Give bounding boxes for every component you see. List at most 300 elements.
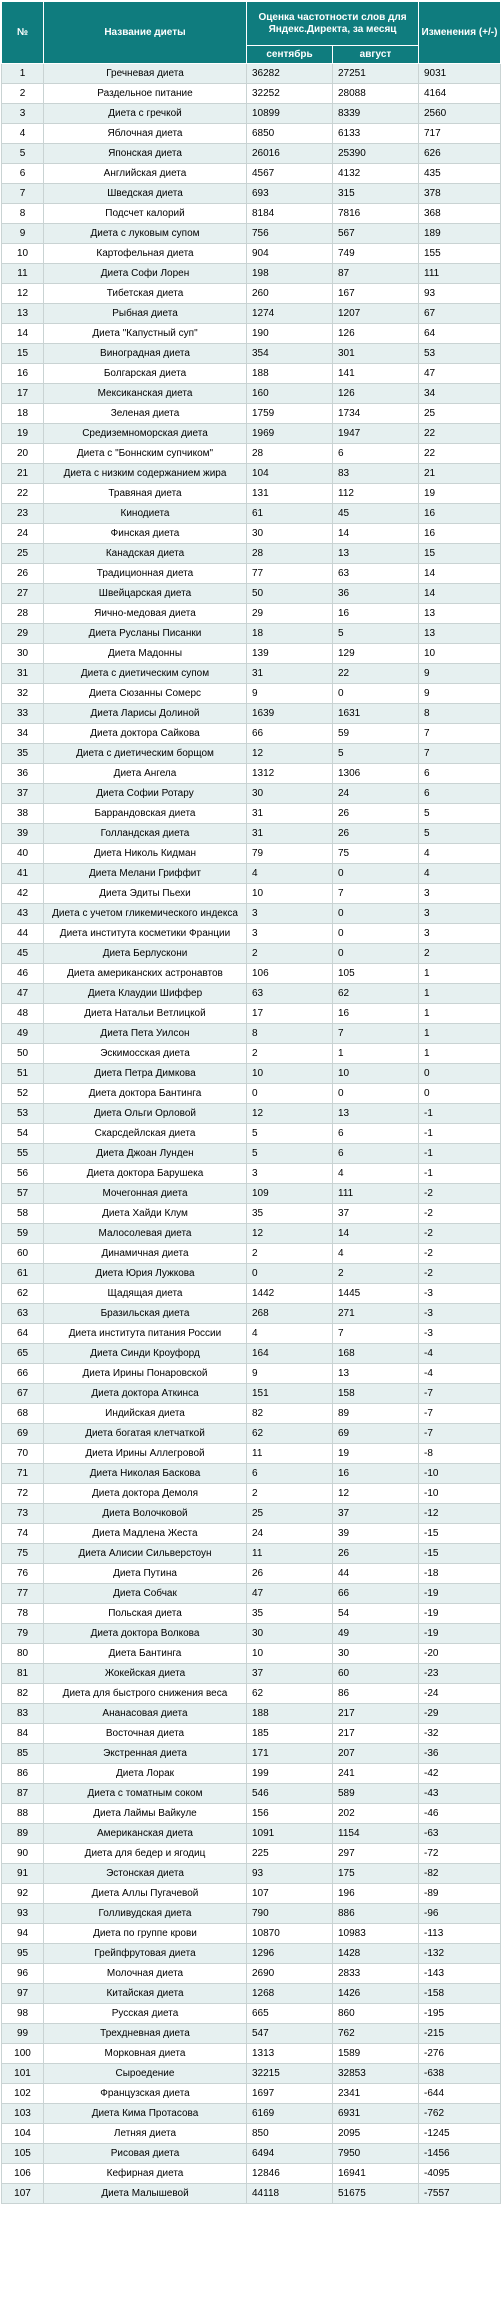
frequency-change: 368 bbox=[419, 204, 501, 224]
august-frequency: 1631 bbox=[333, 704, 419, 724]
row-number: 33 bbox=[2, 704, 44, 724]
row-number: 12 bbox=[2, 284, 44, 304]
diet-name: Русская диета bbox=[44, 2004, 247, 2024]
row-number: 105 bbox=[2, 2144, 44, 2164]
frequency-change: -4 bbox=[419, 1344, 501, 1364]
row-number: 14 bbox=[2, 324, 44, 344]
row-number: 67 bbox=[2, 1384, 44, 1404]
august-frequency: 105 bbox=[333, 964, 419, 984]
august-frequency: 26 bbox=[333, 804, 419, 824]
september-frequency: 24 bbox=[247, 1524, 333, 1544]
table-row bbox=[2, 844, 501, 864]
table-row bbox=[2, 424, 501, 444]
september-frequency: 693 bbox=[247, 184, 333, 204]
table-row bbox=[2, 1644, 501, 1664]
table-row bbox=[2, 544, 501, 564]
august-frequency: 62 bbox=[333, 984, 419, 1004]
august-frequency: 36 bbox=[333, 584, 419, 604]
diet-name: Диета Путина bbox=[44, 1564, 247, 1584]
row-number: 97 bbox=[2, 1984, 44, 2004]
august-frequency: 2833 bbox=[333, 1964, 419, 1984]
september-frequency: 4567 bbox=[247, 164, 333, 184]
september-frequency: 50 bbox=[247, 584, 333, 604]
september-frequency: 3 bbox=[247, 904, 333, 924]
table-row bbox=[2, 1004, 501, 1024]
august-frequency: 217 bbox=[333, 1724, 419, 1744]
table-row bbox=[2, 324, 501, 344]
frequency-change: -19 bbox=[419, 1604, 501, 1624]
august-frequency: 22 bbox=[333, 664, 419, 684]
row-number: 57 bbox=[2, 1184, 44, 1204]
september-frequency: 4 bbox=[247, 1324, 333, 1344]
frequency-change: 4 bbox=[419, 844, 501, 864]
frequency-change: 9 bbox=[419, 664, 501, 684]
frequency-change: -113 bbox=[419, 1924, 501, 1944]
row-number: 1 bbox=[2, 64, 44, 84]
table-row bbox=[2, 504, 501, 524]
table-row bbox=[2, 444, 501, 464]
diet-name: Баррандовская диета bbox=[44, 804, 247, 824]
frequency-change: 1 bbox=[419, 984, 501, 1004]
august-frequency: 19 bbox=[333, 1444, 419, 1464]
frequency-change: -96 bbox=[419, 1904, 501, 1924]
september-frequency: 904 bbox=[247, 244, 333, 264]
table-row bbox=[2, 884, 501, 904]
diet-name: Американская диета bbox=[44, 1824, 247, 1844]
august-frequency: 1207 bbox=[333, 304, 419, 324]
diet-name: Диета Николь Кидман bbox=[44, 844, 247, 864]
frequency-change: 53 bbox=[419, 344, 501, 364]
row-number: 76 bbox=[2, 1564, 44, 1584]
diet-name: Канадская диета bbox=[44, 544, 247, 564]
frequency-change: 5 bbox=[419, 804, 501, 824]
row-number: 10 bbox=[2, 244, 44, 264]
table-body bbox=[2, 64, 501, 2204]
august-frequency: 5 bbox=[333, 624, 419, 644]
row-number: 48 bbox=[2, 1004, 44, 1024]
frequency-change: -12 bbox=[419, 1504, 501, 1524]
september-frequency: 1296 bbox=[247, 1944, 333, 1964]
september-frequency: 139 bbox=[247, 644, 333, 664]
diet-name: Диета доктора Волкова bbox=[44, 1624, 247, 1644]
august-frequency: 141 bbox=[333, 364, 419, 384]
table-row bbox=[2, 1484, 501, 1504]
september-frequency: 5 bbox=[247, 1144, 333, 1164]
frequency-change: -7 bbox=[419, 1424, 501, 1444]
september-frequency: 5 bbox=[247, 1124, 333, 1144]
row-number: 22 bbox=[2, 484, 44, 504]
september-frequency: 131 bbox=[247, 484, 333, 504]
september-frequency: 199 bbox=[247, 1764, 333, 1784]
row-number: 64 bbox=[2, 1324, 44, 1344]
september-frequency: 37 bbox=[247, 1664, 333, 1684]
table-row bbox=[2, 1704, 501, 1724]
diet-name: Диета с "Боннским супчиком" bbox=[44, 444, 247, 464]
row-number: 104 bbox=[2, 2124, 44, 2144]
august-frequency: 7 bbox=[333, 1324, 419, 1344]
diet-table-container bbox=[1, 1, 500, 2204]
august-frequency: 1734 bbox=[333, 404, 419, 424]
row-number: 23 bbox=[2, 504, 44, 524]
table-row bbox=[2, 344, 501, 364]
august-frequency: 112 bbox=[333, 484, 419, 504]
diet-name: Диета Лаймы Вайкуле bbox=[44, 1804, 247, 1824]
september-frequency: 93 bbox=[247, 1864, 333, 1884]
frequency-change: -1 bbox=[419, 1164, 501, 1184]
frequency-change: -82 bbox=[419, 1864, 501, 1884]
row-number: 7 bbox=[2, 184, 44, 204]
table-row bbox=[2, 804, 501, 824]
table-row bbox=[2, 704, 501, 724]
diet-name: Японская диета bbox=[44, 144, 247, 164]
diet-name: Малосолевая диета bbox=[44, 1224, 247, 1244]
september-frequency: 268 bbox=[247, 1304, 333, 1324]
august-frequency: 14 bbox=[333, 524, 419, 544]
row-number: 40 bbox=[2, 844, 44, 864]
frequency-change: -72 bbox=[419, 1844, 501, 1864]
row-number: 78 bbox=[2, 1604, 44, 1624]
table-row bbox=[2, 1024, 501, 1044]
row-number: 70 bbox=[2, 1444, 44, 1464]
diet-name: Диета с учетом гликемического индекса bbox=[44, 904, 247, 924]
august-frequency: 315 bbox=[333, 184, 419, 204]
diet-name: Диета Пета Уилсон bbox=[44, 1024, 247, 1044]
frequency-change: 9031 bbox=[419, 64, 501, 84]
august-frequency: 0 bbox=[333, 684, 419, 704]
table-row bbox=[2, 744, 501, 764]
row-number: 103 bbox=[2, 2104, 44, 2124]
frequency-change: -1245 bbox=[419, 2124, 501, 2144]
frequency-change: -89 bbox=[419, 1884, 501, 1904]
frequency-change: -8 bbox=[419, 1444, 501, 1464]
september-frequency: 82 bbox=[247, 1404, 333, 1424]
row-number: 65 bbox=[2, 1344, 44, 1364]
row-number: 90 bbox=[2, 1844, 44, 1864]
diet-name: Динамичная диета bbox=[44, 1244, 247, 1264]
august-frequency: 6 bbox=[333, 444, 419, 464]
diet-name: Виноградная диета bbox=[44, 344, 247, 364]
row-number: 52 bbox=[2, 1084, 44, 1104]
row-number: 51 bbox=[2, 1064, 44, 1084]
diet-name: Диета для быстрого снижения веса bbox=[44, 1684, 247, 1704]
table-row bbox=[2, 2144, 501, 2164]
september-frequency: 850 bbox=[247, 2124, 333, 2144]
row-number: 88 bbox=[2, 1804, 44, 1824]
diet-name: Диета Мелани Гриффит bbox=[44, 864, 247, 884]
diet-name: Диета по группе крови bbox=[44, 1924, 247, 1944]
august-frequency: 16 bbox=[333, 1464, 419, 1484]
row-number: 55 bbox=[2, 1144, 44, 1164]
row-number: 32 bbox=[2, 684, 44, 704]
diet-name: Диета института питания России bbox=[44, 1324, 247, 1344]
september-frequency: 185 bbox=[247, 1724, 333, 1744]
diet-name: Диета Эдиты Пьехи bbox=[44, 884, 247, 904]
row-number: 16 bbox=[2, 364, 44, 384]
september-frequency: 32252 bbox=[247, 84, 333, 104]
table-row bbox=[2, 1104, 501, 1124]
september-frequency: 107 bbox=[247, 1884, 333, 1904]
frequency-change: -1456 bbox=[419, 2144, 501, 2164]
table-row bbox=[2, 1064, 501, 1084]
table-row bbox=[2, 764, 501, 784]
frequency-change: 19 bbox=[419, 484, 501, 504]
diet-name: Диета доктора Аткинса bbox=[44, 1384, 247, 1404]
diet-name: Диета с гречкой bbox=[44, 104, 247, 124]
diet-name: Диета Кима Протасова bbox=[44, 2104, 247, 2124]
frequency-change: -132 bbox=[419, 1944, 501, 1964]
frequency-change: 1 bbox=[419, 1044, 501, 1064]
september-frequency: 188 bbox=[247, 364, 333, 384]
table-row bbox=[2, 824, 501, 844]
august-frequency: 26 bbox=[333, 1544, 419, 1564]
september-frequency: 17 bbox=[247, 1004, 333, 1024]
august-frequency: 1947 bbox=[333, 424, 419, 444]
table-row bbox=[2, 1784, 501, 1804]
diet-name: Рисовая диета bbox=[44, 2144, 247, 2164]
diet-name: Восточная диета bbox=[44, 1724, 247, 1744]
row-number: 58 bbox=[2, 1204, 44, 1224]
diet-name: Диета Собчак bbox=[44, 1584, 247, 1604]
august-frequency: 75 bbox=[333, 844, 419, 864]
september-frequency: 1091 bbox=[247, 1824, 333, 1844]
diet-name: Диета Лорак bbox=[44, 1764, 247, 1784]
september-frequency: 36282 bbox=[247, 64, 333, 84]
frequency-change: 3 bbox=[419, 884, 501, 904]
table-row bbox=[2, 604, 501, 624]
table-row bbox=[2, 1964, 501, 1984]
diet-name: Жокейская диета bbox=[44, 1664, 247, 1684]
frequency-change: 6 bbox=[419, 784, 501, 804]
diet-name: Диета Аллы Пугачевой bbox=[44, 1884, 247, 1904]
august-frequency: 26 bbox=[333, 824, 419, 844]
august-frequency: 13 bbox=[333, 1104, 419, 1124]
table-row bbox=[2, 204, 501, 224]
frequency-change: 111 bbox=[419, 264, 501, 284]
table-row bbox=[2, 2184, 501, 2204]
diet-name: Кинодиета bbox=[44, 504, 247, 524]
september-frequency: 260 bbox=[247, 284, 333, 304]
row-number: 96 bbox=[2, 1964, 44, 1984]
september-frequency: 171 bbox=[247, 1744, 333, 1764]
row-number: 98 bbox=[2, 2004, 44, 2024]
frequency-change: -638 bbox=[419, 2064, 501, 2084]
row-number: 27 bbox=[2, 584, 44, 604]
august-frequency: 66 bbox=[333, 1584, 419, 1604]
frequency-change: 1 bbox=[419, 964, 501, 984]
row-number: 61 bbox=[2, 1264, 44, 1284]
table-row bbox=[2, 784, 501, 804]
table-row bbox=[2, 1184, 501, 1204]
september-frequency: 47 bbox=[247, 1584, 333, 1604]
diet-name: Грейпфрутовая диета bbox=[44, 1944, 247, 1964]
row-number: 19 bbox=[2, 424, 44, 444]
august-frequency: 2341 bbox=[333, 2084, 419, 2104]
frequency-change: -195 bbox=[419, 2004, 501, 2024]
september-frequency: 10 bbox=[247, 1064, 333, 1084]
september-frequency: 35 bbox=[247, 1604, 333, 1624]
diet-name: Диета Ангела bbox=[44, 764, 247, 784]
table-row bbox=[2, 864, 501, 884]
header-september: сентябрь bbox=[247, 46, 333, 64]
diet-name: Тибетская диета bbox=[44, 284, 247, 304]
row-number: 36 bbox=[2, 764, 44, 784]
table-row bbox=[2, 1764, 501, 1784]
row-number: 69 bbox=[2, 1424, 44, 1444]
table-row bbox=[2, 384, 501, 404]
september-frequency: 2 bbox=[247, 1244, 333, 1264]
frequency-change: 10 bbox=[419, 644, 501, 664]
diet-name: Диета Синди Кроуфорд bbox=[44, 1344, 247, 1364]
table-row bbox=[2, 664, 501, 684]
september-frequency: 4 bbox=[247, 864, 333, 884]
august-frequency: 60 bbox=[333, 1664, 419, 1684]
august-frequency: 32853 bbox=[333, 2064, 419, 2084]
row-number: 89 bbox=[2, 1824, 44, 1844]
table-row bbox=[2, 1924, 501, 1944]
frequency-change: -2 bbox=[419, 1224, 501, 1244]
table-row bbox=[2, 1844, 501, 1864]
table-row bbox=[2, 964, 501, 984]
table-row bbox=[2, 984, 501, 1004]
frequency-change: -3 bbox=[419, 1304, 501, 1324]
diet-name: Подсчет калорий bbox=[44, 204, 247, 224]
august-frequency: 86 bbox=[333, 1684, 419, 1704]
september-frequency: 1313 bbox=[247, 2044, 333, 2064]
september-frequency: 1274 bbox=[247, 304, 333, 324]
frequency-change: 25 bbox=[419, 404, 501, 424]
frequency-change: -3 bbox=[419, 1324, 501, 1344]
august-frequency: 7 bbox=[333, 884, 419, 904]
september-frequency: 12 bbox=[247, 744, 333, 764]
row-number: 83 bbox=[2, 1704, 44, 1724]
september-frequency: 26016 bbox=[247, 144, 333, 164]
august-frequency: 749 bbox=[333, 244, 419, 264]
row-number: 91 bbox=[2, 1864, 44, 1884]
frequency-change: -4095 bbox=[419, 2164, 501, 2184]
table-row bbox=[2, 1284, 501, 1304]
table-row bbox=[2, 1864, 501, 1884]
table-row bbox=[2, 1524, 501, 1544]
table-row bbox=[2, 1224, 501, 1244]
row-number: 31 bbox=[2, 664, 44, 684]
frequency-change: -1 bbox=[419, 1104, 501, 1124]
row-number: 74 bbox=[2, 1524, 44, 1544]
frequency-change: -18 bbox=[419, 1564, 501, 1584]
diet-name: Индийская диета bbox=[44, 1404, 247, 1424]
august-frequency: 271 bbox=[333, 1304, 419, 1324]
september-frequency: 10870 bbox=[247, 1924, 333, 1944]
frequency-change: 9 bbox=[419, 684, 501, 704]
diet-name: Болгарская диета bbox=[44, 364, 247, 384]
table-row bbox=[2, 404, 501, 424]
august-frequency: 217 bbox=[333, 1704, 419, 1724]
frequency-change: -20 bbox=[419, 1644, 501, 1664]
august-frequency: 1 bbox=[333, 1044, 419, 1064]
diet-name: Сыроедение bbox=[44, 2064, 247, 2084]
table-row bbox=[2, 2164, 501, 2184]
august-frequency: 1589 bbox=[333, 2044, 419, 2064]
row-number: 72 bbox=[2, 1484, 44, 1504]
frequency-change: -1 bbox=[419, 1124, 501, 1144]
diet-name: Английская диета bbox=[44, 164, 247, 184]
september-frequency: 790 bbox=[247, 1904, 333, 1924]
table-row bbox=[2, 184, 501, 204]
row-number: 86 bbox=[2, 1764, 44, 1784]
diet-name: Диета богатая клетчаткой bbox=[44, 1424, 247, 1444]
diet-name: Летняя диета bbox=[44, 2124, 247, 2144]
diet-name: Бразильская диета bbox=[44, 1304, 247, 1324]
table-row bbox=[2, 1464, 501, 1484]
table-row bbox=[2, 1804, 501, 1824]
table-row bbox=[2, 164, 501, 184]
frequency-change: -19 bbox=[419, 1584, 501, 1604]
august-frequency: 0 bbox=[333, 944, 419, 964]
diet-name: Скарсдейлская диета bbox=[44, 1124, 247, 1144]
august-frequency: 45 bbox=[333, 504, 419, 524]
frequency-change: -43 bbox=[419, 1784, 501, 1804]
september-frequency: 160 bbox=[247, 384, 333, 404]
frequency-change: -276 bbox=[419, 2044, 501, 2064]
frequency-change: 14 bbox=[419, 564, 501, 584]
row-number: 9 bbox=[2, 224, 44, 244]
august-frequency: 1426 bbox=[333, 1984, 419, 2004]
frequency-change: 2560 bbox=[419, 104, 501, 124]
table-row bbox=[2, 1124, 501, 1144]
august-frequency: 4 bbox=[333, 1164, 419, 1184]
row-number: 63 bbox=[2, 1304, 44, 1324]
frequency-change: -23 bbox=[419, 1664, 501, 1684]
september-frequency: 188 bbox=[247, 1704, 333, 1724]
september-frequency: 9 bbox=[247, 1364, 333, 1384]
table-row bbox=[2, 624, 501, 644]
header-change: Изменения (+/-) bbox=[419, 2, 501, 64]
august-frequency: 28088 bbox=[333, 84, 419, 104]
september-frequency: 26 bbox=[247, 1564, 333, 1584]
september-frequency: 6169 bbox=[247, 2104, 333, 2124]
table-row bbox=[2, 1084, 501, 1104]
diet-name: Диета доктора Барушека bbox=[44, 1164, 247, 1184]
row-number: 4 bbox=[2, 124, 44, 144]
row-number: 25 bbox=[2, 544, 44, 564]
diet-name: Диета с луковым супом bbox=[44, 224, 247, 244]
frequency-change: 6 bbox=[419, 764, 501, 784]
frequency-change: 64 bbox=[419, 324, 501, 344]
august-frequency: 4132 bbox=[333, 164, 419, 184]
september-frequency: 31 bbox=[247, 824, 333, 844]
table-row bbox=[2, 1604, 501, 1624]
row-number: 60 bbox=[2, 1244, 44, 1264]
august-frequency: 0 bbox=[333, 924, 419, 944]
diet-name: Диета Бантинга bbox=[44, 1644, 247, 1664]
frequency-change: 0 bbox=[419, 1084, 501, 1104]
row-number: 41 bbox=[2, 864, 44, 884]
diet-name: Трехдневная диета bbox=[44, 2024, 247, 2044]
frequency-change: -36 bbox=[419, 1744, 501, 1764]
row-number: 54 bbox=[2, 1124, 44, 1144]
table-row bbox=[2, 2064, 501, 2084]
table-row bbox=[2, 724, 501, 744]
row-number: 75 bbox=[2, 1544, 44, 1564]
august-frequency: 13 bbox=[333, 1364, 419, 1384]
august-frequency: 14 bbox=[333, 1224, 419, 1244]
september-frequency: 10 bbox=[247, 884, 333, 904]
table-row bbox=[2, 564, 501, 584]
diet-name: Китайская диета bbox=[44, 1984, 247, 2004]
row-number: 3 bbox=[2, 104, 44, 124]
frequency-change: 13 bbox=[419, 604, 501, 624]
september-frequency: 18 bbox=[247, 624, 333, 644]
august-frequency: 6133 bbox=[333, 124, 419, 144]
